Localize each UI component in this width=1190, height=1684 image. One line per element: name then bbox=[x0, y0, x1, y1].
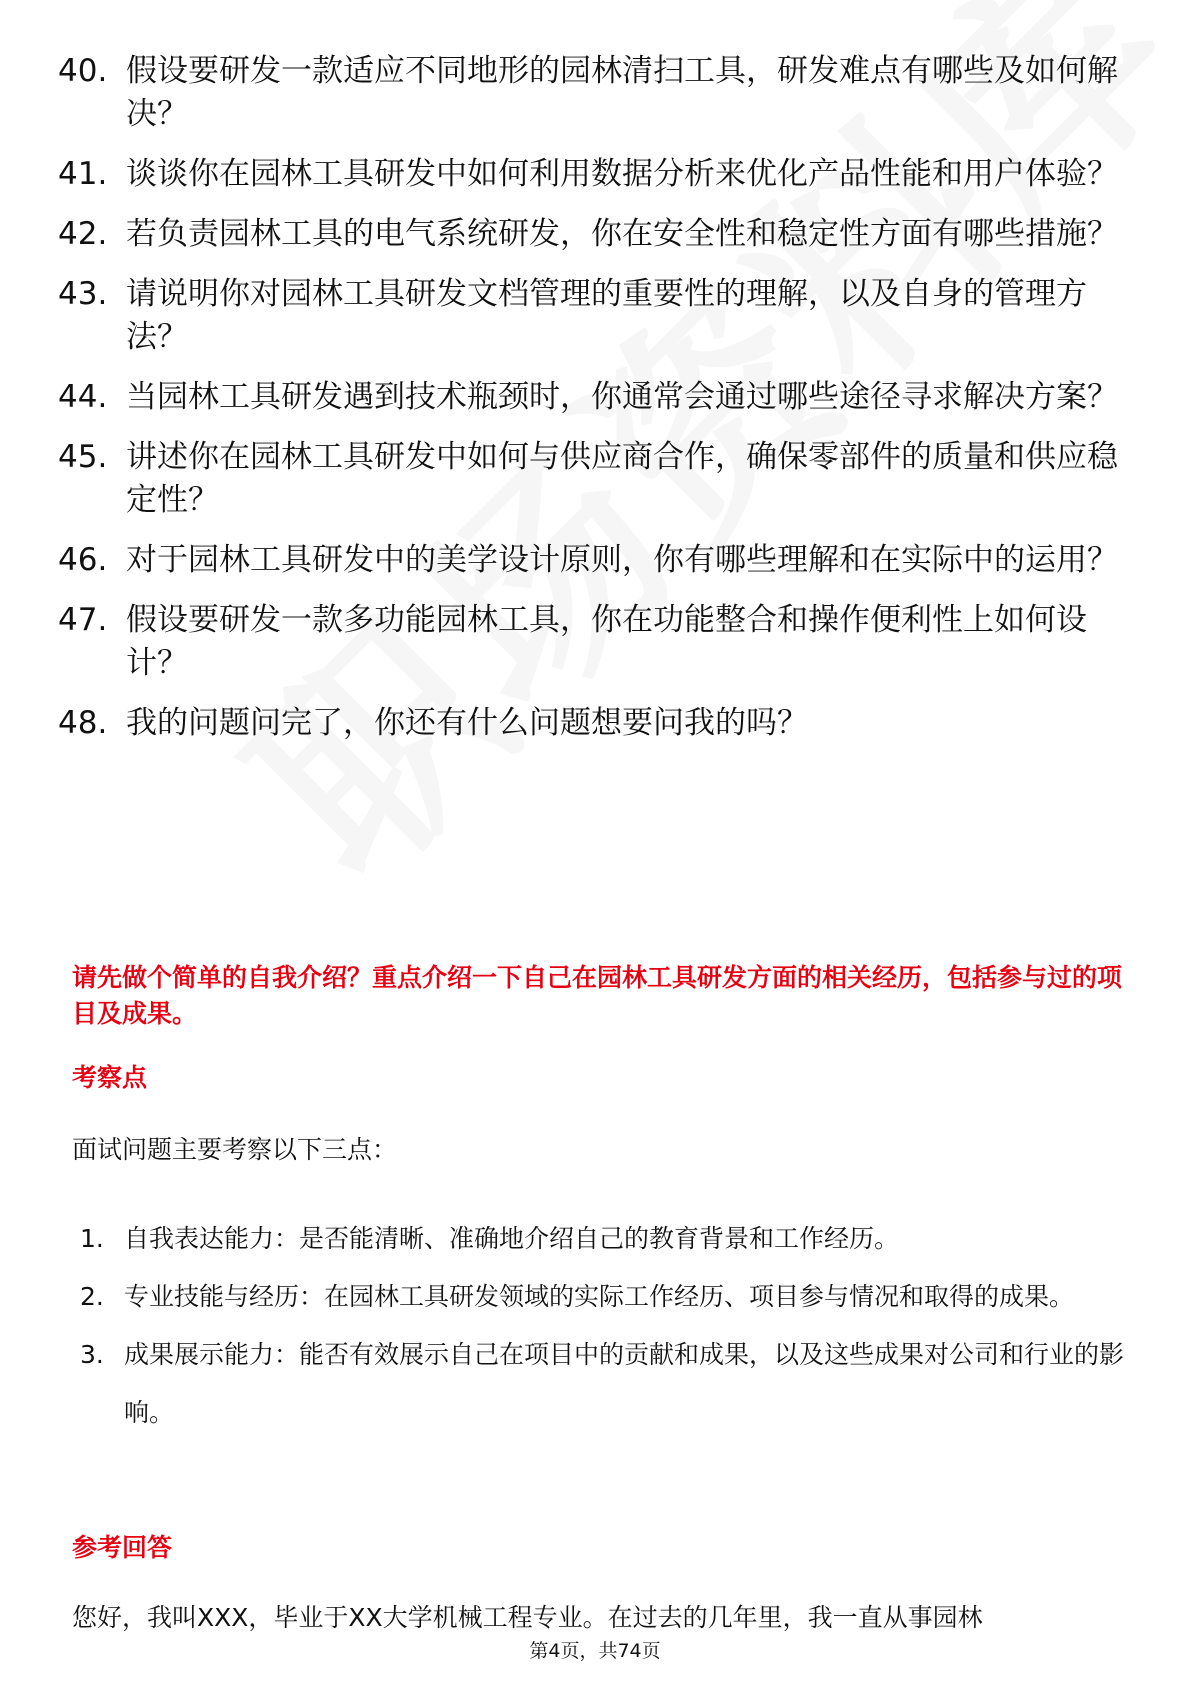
question-text: 我的问题问完了，你还有什么问题想要问我的吗？ bbox=[126, 705, 808, 741]
question-item bbox=[58, 50, 1128, 136]
question-text: 谈谈你在园林工具研发中如何利用数据分析来优化产品性能和用户体验？ bbox=[126, 156, 1118, 192]
question-number: 41. bbox=[58, 156, 108, 192]
exam-point-number: 1. bbox=[80, 1224, 104, 1253]
exam-points-list bbox=[80, 1210, 1130, 1442]
question-item bbox=[58, 436, 1128, 522]
question-number: 40. bbox=[58, 53, 108, 89]
question-item bbox=[58, 539, 1128, 582]
reference-answer-heading: 参考回答 bbox=[72, 1533, 173, 1562]
exam-point-text: 自我表达能力：是否能清晰、准确地介绍自己的教育背景和工作经历。 bbox=[124, 1224, 900, 1253]
question-text: 当园林工具研发遇到技术瓶颈时，你通常会通过哪些途径寻求解决方案？ bbox=[126, 379, 1118, 415]
question-item bbox=[58, 376, 1128, 419]
question-number: 42. bbox=[58, 216, 108, 252]
question-number: 46. bbox=[58, 542, 108, 578]
exam-points-intro: 面试问题主要考察以下三点： bbox=[72, 1135, 398, 1164]
page-footer: 第4页，共74页 bbox=[529, 1640, 661, 1662]
question-text: 假设要研发一款多功能园林工具，你在功能整合和操作便利性上如何设计？ bbox=[126, 602, 1087, 681]
question-item bbox=[58, 273, 1128, 359]
question-item bbox=[58, 599, 1128, 685]
question-number: 47. bbox=[58, 602, 108, 638]
question-number: 43. bbox=[58, 276, 108, 312]
exam-point-item bbox=[80, 1268, 1130, 1326]
question-text: 讲述你在园林工具研发中如何与供应商合作，确保零部件的质量和供应稳定性？ bbox=[126, 439, 1118, 518]
question-number: 45. bbox=[58, 439, 108, 475]
exam-point-text: 专业技能与经历：在园林工具研发领域的实际工作经历、项目参与情况和取得的成果。 bbox=[124, 1282, 1075, 1311]
question-number: 48. bbox=[58, 705, 108, 741]
reference-answer-text: 您好，我叫XXX，毕业于XX大学机械工程专业。在过去的几年里，我一直从事园林 bbox=[72, 1603, 983, 1632]
exam-points-heading: 考察点 bbox=[72, 1063, 148, 1092]
exam-point-number: 3. bbox=[80, 1340, 104, 1369]
question-text: 对于园林工具研发中的美学设计原则，你有哪些理解和在实际中的运用？ bbox=[126, 542, 1118, 578]
question-text: 假设要研发一款适应不同地形的园林清扫工具，研发难点有哪些及如何解决？ bbox=[126, 53, 1118, 132]
question-text: 若负责园林工具的电气系统研发，你在安全性和稳定性方面有哪些措施？ bbox=[126, 216, 1118, 252]
question-list bbox=[58, 50, 1128, 762]
featured-question: 请先做个简单的自我介绍？重点介绍一下自己在园林工具研发方面的相关经历，包括参与过的项目及成果。 bbox=[72, 963, 1123, 1028]
exam-point-text: 成果展示能力：能否有效展示自己在项目中的贡献和成果，以及这些成果对公司和行业的影响。 bbox=[124, 1340, 1125, 1427]
question-item bbox=[58, 153, 1128, 196]
question-item bbox=[58, 702, 1128, 745]
question-text: 请说明你对园林工具研发文档管理的重要性的理解，以及自身的管理方法？ bbox=[126, 276, 1087, 355]
exam-point-item bbox=[80, 1326, 1130, 1442]
question-item bbox=[58, 213, 1128, 256]
exam-point-item bbox=[80, 1210, 1130, 1268]
exam-point-number: 2. bbox=[80, 1282, 104, 1311]
question-number: 44. bbox=[58, 379, 108, 415]
